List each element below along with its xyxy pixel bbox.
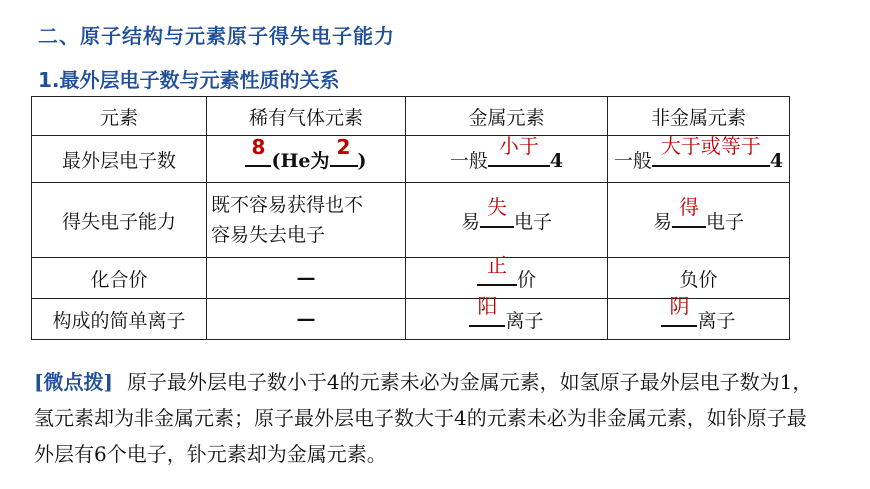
answer-text: 2 <box>336 135 351 159</box>
noble-outer-cell <box>207 136 406 183</box>
table-row <box>32 136 790 183</box>
nonmetal-valence-cell: 负价 <box>608 258 790 299</box>
answer-text: 得 <box>679 195 699 219</box>
cell-text: 既不容易获得也不 <box>211 194 364 216</box>
answer-blank <box>672 195 706 228</box>
header-element: 元素 <box>32 97 207 136</box>
nonmetal-ion-cell <box>608 294 790 340</box>
nonmetal-ability-cell <box>608 183 790 258</box>
row-label-outer-electrons: 最外层电子数 <box>32 136 207 183</box>
answer-text: 失 <box>487 195 507 219</box>
cell-text: 离子 <box>697 310 736 332</box>
answer-text: 正 <box>486 253 507 277</box>
answer-text: 小于 <box>498 134 539 158</box>
row-label-electron-ability: 得失电子能力 <box>32 183 207 258</box>
table-row <box>32 299 790 340</box>
answer-blank <box>477 253 517 286</box>
answer-blank <box>652 134 770 167</box>
cell-text: 一般 <box>449 150 488 172</box>
tip-tag: [微点拨] <box>34 370 113 394</box>
answer-blank <box>469 294 505 327</box>
metal-ion-cell <box>406 294 608 340</box>
answer-blank <box>488 134 550 167</box>
answer-text: 阳 <box>477 294 498 318</box>
cell-text: 易 <box>460 211 480 233</box>
metal-ability-cell <box>406 183 608 258</box>
header-nonmetal: 非金属元素 <box>608 97 790 136</box>
noble-ion-cell: — <box>207 299 406 340</box>
answer-blank <box>661 294 697 327</box>
cell-text: 电子 <box>706 211 745 233</box>
tip-text: 原子最外层电子数小于4的元素未必为金属元素，如氢原子最外层电子数为1，氢元素却为非金属元素；原子最外层电子数大于4的元素未必为非金属元素，如钋原子最外层有6个电子，钋元素却为金属元素。 <box>34 370 813 466</box>
metal-outer-cell <box>406 136 608 183</box>
cell-text: 容易失去电子 <box>211 224 326 246</box>
answer-text: 大于或等于 <box>660 134 761 158</box>
element-property-table <box>31 96 790 340</box>
cell-text: 价 <box>516 269 536 291</box>
noble-valence-cell: — <box>207 258 406 299</box>
cell-text: 4 <box>769 150 784 172</box>
header-metal: 金属元素 <box>406 97 608 136</box>
answer-blank <box>330 135 358 167</box>
cell-text: 易 <box>652 211 672 233</box>
row-label-valence: 化合价 <box>32 258 207 299</box>
cell-text: ) <box>357 150 367 172</box>
section-title: 二、原子结构与元素原子得失电子能力 <box>38 24 395 48</box>
noble-ability-cell <box>207 183 406 258</box>
header-noble-gas: 稀有气体元素 <box>207 97 406 136</box>
answer-blank <box>480 195 514 228</box>
cell-text: 一般 <box>613 150 652 172</box>
nonmetal-outer-cell <box>608 136 790 183</box>
metal-valence-cell <box>406 253 608 299</box>
row-label-simple-ion: 构成的简单离子 <box>32 299 207 340</box>
subsection-title: 1.最外层电子数与元素性质的关系 <box>38 68 340 92</box>
answer-text: 阴 <box>669 294 690 318</box>
table-row <box>32 183 790 258</box>
cell-text: 离子 <box>505 310 544 332</box>
tip-note <box>34 364 824 472</box>
cell-text: 4 <box>549 150 564 172</box>
answer-blank <box>245 135 271 167</box>
answer-text: 8 <box>251 135 266 159</box>
cell-text: 电子 <box>514 211 553 233</box>
cell-text: (He为 <box>271 150 330 172</box>
